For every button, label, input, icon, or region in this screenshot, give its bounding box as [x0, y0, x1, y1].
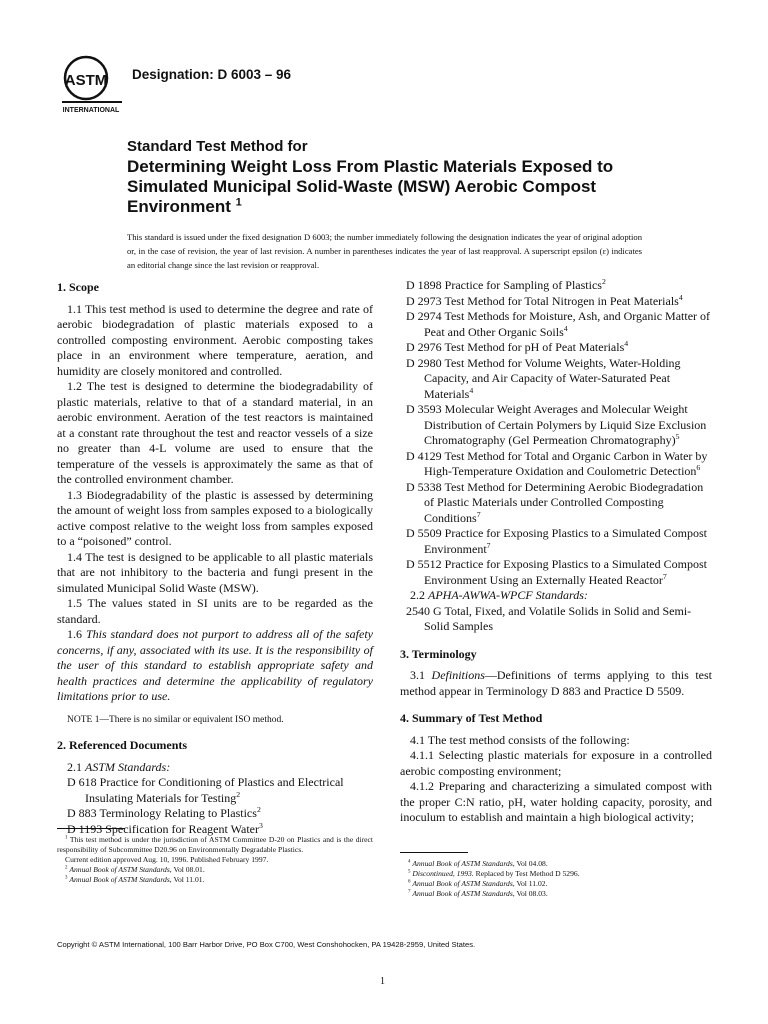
subsection-2-2-label: APHA-AWWA-WPCF Standards:	[428, 588, 588, 602]
footnote-volume: , Vol 08.01.	[169, 865, 205, 874]
footnote-marker: 4	[469, 385, 474, 395]
astm-logo-icon	[62, 52, 122, 114]
title-line-4	[127, 197, 687, 217]
footnote-1b: Current edition approved Aug. 10, 1996. Published February 1997.	[65, 855, 269, 864]
paragraph-1-1: 1.1 This test method is used to determine the degree and rate of aerobic biodegradation of plastic materials exposed to a controlled composting environment. Aerobic composting takes place in an environment where temperature, aeration, and humidity are closely monitored and controlled.	[57, 301, 373, 378]
reference-item	[406, 402, 712, 449]
subsection-2-1-label: ASTM Standards:	[85, 759, 171, 774]
footnote-volume: , Vol 11.02.	[512, 879, 548, 888]
footnote-text: Annual Book of ASTM Standards	[69, 865, 170, 874]
reference-item	[406, 309, 712, 340]
footnote-marker: 2	[65, 865, 68, 871]
footnote-3	[57, 875, 373, 885]
footnotes-left	[57, 828, 373, 885]
footnote-marker: 2	[236, 789, 241, 799]
reference-text: D 2976 Test Method for pH of Peat Materials	[406, 340, 625, 354]
footnote-2	[57, 865, 373, 875]
footnote-marker: 4	[678, 292, 683, 302]
reference-text: D 1898 Practice for Sampling of Plastics	[406, 278, 602, 292]
note-1: NOTE 1—There is no similar or equivalent ISO method.	[67, 714, 284, 725]
subsection-2-1	[67, 760, 373, 776]
reference-item	[406, 294, 712, 310]
logo-wordmark: ASTM	[64, 72, 108, 89]
footnote-marker: 5	[675, 432, 680, 441]
footnote-4	[400, 859, 712, 869]
title-line-2: Determining Weight Loss From Plastic Materials Exposed to	[127, 157, 614, 176]
astm-logo	[62, 52, 122, 114]
footnote-marker: 2	[601, 277, 606, 286]
footnote-volume: , Vol 11.01.	[169, 875, 205, 884]
paragraph-1-4: 1.4 The test is designed to be applicable to all plastic materials that are not inhibitory to the bacteria and fungi present in the simulated Municipal Solid Waste (MSW).	[57, 549, 373, 595]
reference-text: D 883 Terminology Relating to Plastics	[67, 806, 257, 820]
paragraph-4-1-1: 4.1.1 Selecting plastic materials for exposure in a controlled aerobic composting environment;	[400, 748, 712, 778]
footnote-text: Discontinued, 1993.	[412, 869, 474, 878]
reference-text: D 3593 Molecular Weight Averages and Molecular Weight Distribution of Certain Polymers by Liquid Size Exclusion Chromatography (Gel Permeation Chromatography)	[406, 402, 707, 447]
designation: Designation: D 6003 – 96	[132, 67, 292, 82]
page-number: 1	[380, 976, 385, 987]
footnote-1	[57, 835, 373, 855]
logo-subtext: INTERNATIONAL	[62, 107, 120, 114]
footnote-6	[400, 879, 712, 889]
footnote-marker: 5	[408, 869, 411, 875]
paragraph-1-2: 1.2 The test is designed to determine the biodegradability of plastic materials, relative to that of a standard material, in an aerobic environment. Aeration of the test reactors is maintained at a constant rate throughout the test and reactor vessels of a size no greater than 4-L volume are used to ensure that the temperature of the vessels is approximately the same as that of the controlled environment chamber.	[57, 379, 373, 486]
reference-item	[406, 356, 712, 403]
paragraph-1-6	[57, 627, 373, 705]
reference-text: D 5509 Practice for Exposing Plastics to a Simulated Compost Environment	[406, 526, 707, 556]
footnote-7	[400, 889, 712, 899]
safety-statement: This standard does not purport to address all of the safety concerns, if any, associated with its use. It is the responsibility of the user of this standard to establish appropriate safety and health practices and determine the applicability of regulatory limitations prior to use.	[57, 627, 374, 703]
paragraph-1-3: 1.3 Biodegradability of the plastic is assessed by determining the amount of weight loss from samples exposed to a biologically active compost relative to the weight loss from samples exposed to a “poisoned” control.	[57, 487, 373, 548]
footnote-marker: 1	[65, 835, 68, 841]
right-column	[400, 278, 712, 826]
section-heading-scope: 1. Scope	[57, 280, 99, 294]
reference-item	[67, 806, 373, 822]
footnote-text: Annual Book of ASTM Standards	[412, 859, 513, 868]
title-line-4-text: Environment	[127, 197, 231, 216]
reference-text: D 2980 Test Method for Volume Weights, Water-Holding Capacity, and Air Capacity of Water-Saturated Peat Materials	[406, 355, 681, 401]
paragraph-3-1-number: 3.1	[410, 668, 425, 682]
footnote-volume: , Vol 08.03.	[512, 889, 548, 898]
section-heading-terminology: 3. Terminology	[400, 646, 477, 661]
footnote-marker: 2	[256, 805, 261, 814]
footnote-marker: 7	[476, 509, 481, 519]
paragraph-4-1: 4.1 The test method consists of the following:	[410, 732, 630, 747]
reference-item: 2540 G Total, Fixed, and Volatile Solids in Solid and Semi-Solid Samples	[406, 603, 692, 633]
reference-text: D 4129 Test Method for Total and Organic Carbon in Water by High-Temperature Oxidation and Coulometric Detection	[406, 448, 708, 478]
copyright-line: Copyright © ASTM International, 100 Barr Harbor Drive, PO Box C700, West Conshohocken, PA 19428-2959, United States.	[57, 940, 476, 949]
footnote-marker: 4	[408, 859, 411, 865]
footnote-text: Annual Book of ASTM Standards	[412, 889, 513, 898]
paragraph-4-1-2: 4.1.2 Preparing and characterizing a simulated compost with the proper C:N ratio, pH, water holding capacity, porosity, and inoculum to establish and maintain a high biological activity;	[400, 779, 712, 824]
document-title	[127, 137, 687, 217]
reference-item	[406, 480, 712, 527]
section-heading-summary: 4. Summary of Test Method	[400, 711, 543, 725]
footnote-marker: 7	[486, 540, 491, 550]
footnote-rest: Replaced by Test Method D 5296.	[473, 869, 580, 878]
reference-text: D 5338 Test Method for Determining Aerobic Biodegradation of Plastic Materials under Controlled Composting Conditions	[406, 479, 704, 525]
title-line-1: Standard Test Method for	[127, 138, 308, 155]
reference-text: D 1193 Specification for Reagent Water	[67, 821, 259, 836]
footnote-marker: 6	[408, 879, 411, 885]
subsection-2-2-number: 2.2	[410, 588, 425, 602]
footnote-marker: 7	[662, 571, 667, 581]
footnote-marker: 7	[408, 889, 411, 895]
left-column	[57, 280, 373, 837]
reference-text: D 618 Practice for Conditioning of Plastics and Electrical Insulating Materials for Testing	[67, 775, 344, 805]
title-footnote-marker: 1	[235, 196, 242, 209]
footnote-marker: 6	[696, 463, 701, 472]
reference-text: D 2973 Test Method for Total Nitrogen in Peat Materials	[406, 293, 679, 308]
footnote-marker: 4	[624, 339, 629, 348]
subsection-2-1-number: 2.1	[67, 759, 82, 774]
paragraph-1-6-number: 1.6	[67, 627, 82, 641]
reference-item	[406, 340, 712, 356]
reference-item	[406, 278, 712, 294]
section-heading-referenced-documents: 2. Referenced Documents	[57, 738, 188, 752]
paragraph-1-5: 1.5 The values stated in SI units are to be regarded as the standard.	[57, 596, 373, 626]
reference-item	[406, 557, 712, 588]
footnote-marker: 3	[65, 875, 68, 881]
footnote-marker: 4	[563, 323, 568, 333]
footnote-volume: , Vol 04.08.	[512, 859, 548, 868]
footnote-rule	[57, 828, 125, 829]
footnote-text: Annual Book of ASTM Standards	[412, 879, 513, 888]
footnote-5	[400, 869, 712, 879]
footnote-text: This test method is under the jurisdiction of ASTM Committee D-20 on Plastics and is the direct responsibility of Subcommittee D20.96 on Environmentally Degradable Plastics.	[57, 835, 373, 854]
footnote-rule	[400, 852, 468, 853]
footnote-marker: 3	[258, 820, 263, 830]
paragraph-3-1-text: —Definitions of terms applying to this test method appear in Terminology D 883 and Practice D 5509.	[400, 668, 713, 698]
reference-item	[406, 449, 712, 480]
reference-text: D 5512 Practice for Exposing Plastics to a Simulated Compost Environment Using an Externally Heated Reactor	[406, 557, 707, 587]
subsection-2-2	[410, 588, 712, 604]
footnotes-right	[400, 852, 712, 899]
definitions-label: Definitions	[431, 668, 485, 682]
issuance-note: This standard is issued under the fixed designation D 6003; the number immediately following the designation indicates the year of original adoption or, in the case of revision, the year of last revision. A number in parentheses indicates the year of last reapproval. A superscript epsilon (ε) indicates an editorial change since the last revision or reapproval.	[127, 232, 642, 270]
paragraph-3-1	[400, 668, 712, 699]
reference-item	[67, 775, 373, 806]
title-line-3: Simulated Municipal Solid-Waste (MSW) Aerobic Compost	[127, 177, 597, 196]
reference-text: D 2974 Test Methods for Moisture, Ash, and Organic Matter of Peat and Other Organic Soils	[406, 309, 711, 339]
reference-item	[406, 526, 712, 557]
footnote-text: Annual Book of ASTM Standards	[69, 875, 170, 884]
